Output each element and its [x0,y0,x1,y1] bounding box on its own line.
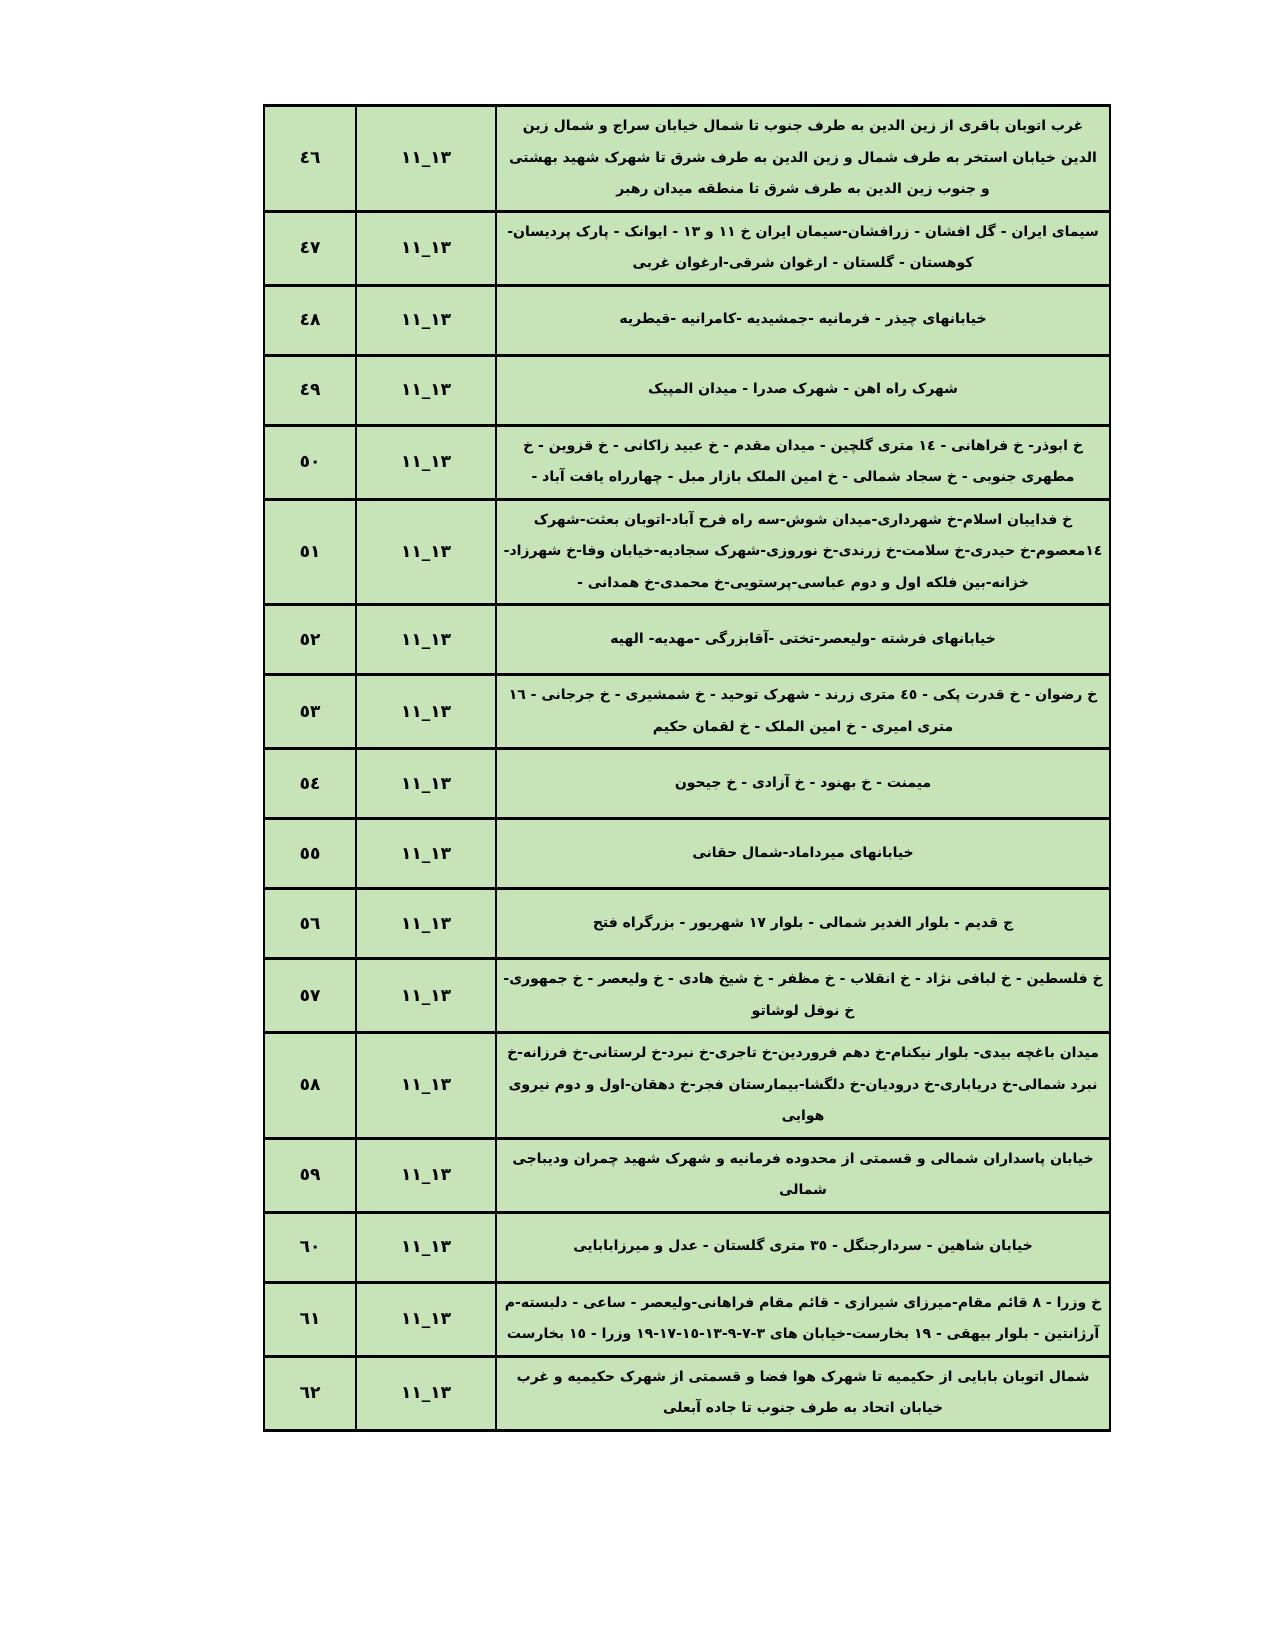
outage-time-cell: ١٣_١١ [356,819,496,889]
table-row [264,1212,1110,1282]
outage-time-cell: ١٣_١١ [356,499,496,605]
table-row [264,1356,1110,1430]
area-description-cell: خیابانهای چیذر - فرمانیه -جمشیدیه -کامرانیه -قیطریه [496,285,1110,355]
table-row [264,106,1110,212]
row-number-cell: ٥٨ [264,1033,356,1139]
row-number-cell: ٦٠ [264,1212,356,1282]
table-row [264,499,1110,605]
outage-time-cell: ١٣_١١ [356,106,496,212]
outage-table-body [264,106,1110,1431]
outage-time-cell: ١٣_١١ [356,1033,496,1139]
row-number-cell: ٤٨ [264,285,356,355]
area-description-cell: میمنت - خ بهنود - خ آزادی - خ جیحون [496,749,1110,819]
row-number-cell: ٥٩ [264,1138,356,1212]
table-row [264,1282,1110,1356]
row-number-cell: ٥٧ [264,959,356,1033]
row-number-cell: ٥٠ [264,425,356,499]
row-number-cell: ٥٤ [264,749,356,819]
table-row [264,211,1110,285]
outage-time-cell: ١٣_١١ [356,959,496,1033]
row-number-cell: ٦٢ [264,1356,356,1430]
outage-time-cell: ١٣_١١ [356,1138,496,1212]
area-description-cell: سیمای ایران - گل افشان - زرافشان-سیمان ایران خ ١١ و ١٣ - ایوانک - پارک پردیسان-کوهستان - گلستان - ارغوان شرقی-ارغوان غربی [496,211,1110,285]
table-row [264,605,1110,675]
outage-time-cell: ١٣_١١ [356,425,496,499]
outage-schedule-table [263,104,1111,1432]
row-number-cell: ٥٢ [264,605,356,675]
table-row [264,749,1110,819]
table-row [264,1033,1110,1139]
outage-time-cell: ١٣_١١ [356,211,496,285]
row-number-cell: ٥١ [264,499,356,605]
table-row [264,1138,1110,1212]
outage-time-cell: ١٣_١١ [356,1356,496,1430]
row-number-cell: ٥٥ [264,819,356,889]
table-row [264,425,1110,499]
area-description-cell: غرب اتوبان باقری از زین الدین به طرف جنوب تا شمال خیابان سراج و شمال زین الدین خیابان استخر به طرف شمال و زین الدین به طرف شرق تا شهرک شهید بهشتی و جنوب زین الدین به طرف شرق تا منطقه میدان رهبر [496,106,1110,212]
row-number-cell: ٦١ [264,1282,356,1356]
area-description-cell: خ فداییان اسلام-خ شهرداری-میدان شوش-سه راه فرح آباد-اتوبان بعثت-شهرک ١٤معصوم-خ حیدری-خ سلامت-خ زرندی-خ نوروزی-شهرک سجادیه-خیابان وفا-خ شهرزاد-خزانه-بین فلکه اول و دوم عباسی-پرستویی-خ محمدی-خ همدانی - [496,499,1110,605]
row-number-cell: ٤٧ [264,211,356,285]
row-number-cell: ٤٩ [264,355,356,425]
area-description-cell: خیابانهای میرداماد-شمال حقانی [496,819,1110,889]
row-number-cell: ٤٦ [264,106,356,212]
area-description-cell: شهرک راه اهن - شهرک صدرا - میدان المپیک [496,355,1110,425]
area-description-cell: خیابانهای فرشته -ولیعصر-تختی -آقابزرگی -مهدیه- الهیه [496,605,1110,675]
table-row [264,285,1110,355]
outage-time-cell: ١٣_١١ [356,605,496,675]
area-description-cell: خ رضوان - خ قدرت پکی - ٤٥ متری زرند - شهرک توحید - خ شمشیری - خ جرجانی - ١٦ متری امیری - خ امین الملک - خ لقمان حکیم [496,675,1110,749]
area-description-cell: خیابان پاسداران شمالی و قسمتی از محدوده فرمانیه و شهرک شهید چمران ودیباجی شمالی [496,1138,1110,1212]
outage-time-cell: ١٣_١١ [356,889,496,959]
outage-time-cell: ١٣_١١ [356,355,496,425]
outage-time-cell: ١٣_١١ [356,285,496,355]
table-row [264,889,1110,959]
table-row [264,355,1110,425]
area-description-cell: شمال اتوبان بابایی از حکیمیه تا شهرک هوا فضا و قسمتی از شهرک حکیمیه و غرب خیابان اتحاد به طرف جنوب تا جاده آبعلی [496,1356,1110,1430]
area-description-cell: میدان باغچه بیدی- بلوار نیکنام-خ دهم فروردین-خ تاجری-خ نبرد-خ لرستانی-خ فرزانه-خ نبرد شمالی-خ دریاباری-خ درودیان-خ دلگشا-بیمارستان فجر-خ دهقان-اول و دوم نیروی هوایی [496,1033,1110,1139]
table-row [264,675,1110,749]
outage-time-cell: ١٣_١١ [356,1212,496,1282]
outage-time-cell: ١٣_١١ [356,749,496,819]
table-row [264,959,1110,1033]
area-description-cell: ج قدیم - بلوار الغدیر شمالی - بلوار ١٧ شهریور - بزرگراه فتح [496,889,1110,959]
area-description-cell: خ ابوذر- خ فراهانی - ١٤ متری گلچین - میدان مقدم - خ عبید زاکانی - خ قزوین - خ مطهری جنوبی - خ سجاد شمالی - خ امین الملک بازار مبل - چهارراه یافت آباد - [496,425,1110,499]
outage-time-cell: ١٣_١١ [356,1282,496,1356]
area-description-cell: خ وزرا - ٨ قائم مقام-میرزای شیرازی - قائم مقام فراهانی-ولیعصر - ساعی - دلبسته-م آرژانتین - بلوار بیهقی - ١٩ بخارست-خیابان های ٣-٧-٩-١٣-١٥-١٧-١٩ وزرا - ١٥ بخارست [496,1282,1110,1356]
row-number-cell: ٥٦ [264,889,356,959]
outage-time-cell: ١٣_١١ [356,675,496,749]
area-description-cell: خ فلسطین - خ لبافی نژاد - خ انقلاب - خ مظفر - خ شیخ هادی - خ ولیعصر - خ جمهوری- خ نوفل لوشاتو [496,959,1110,1033]
area-description-cell: خیابان شاهین - سردارجنگل - ٣٥ متری گلستان - عدل و میرزابابایی [496,1212,1110,1282]
row-number-cell: ٥٣ [264,675,356,749]
table-row [264,819,1110,889]
